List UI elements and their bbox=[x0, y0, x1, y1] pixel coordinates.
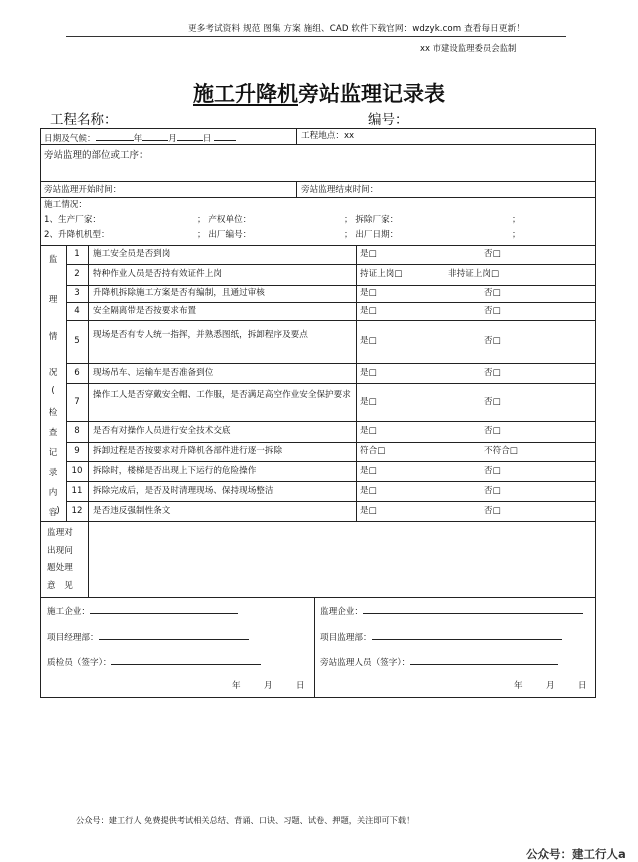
side-label-11: ) bbox=[56, 506, 60, 516]
check-number: 5 bbox=[74, 336, 80, 346]
divider bbox=[88, 521, 89, 597]
start-time-label: 旁站监理开始时间： bbox=[44, 185, 122, 195]
check-option-yes[interactable]: 是□ bbox=[360, 465, 377, 476]
check-option-yes[interactable]: 是□ bbox=[360, 485, 377, 496]
company-label: 监理企业： bbox=[320, 607, 363, 617]
divider bbox=[40, 521, 596, 522]
check-option-yes[interactable]: 是□ bbox=[360, 396, 377, 407]
sign-left-inspector bbox=[47, 655, 261, 669]
divider bbox=[40, 597, 596, 598]
check-number: 12 bbox=[71, 505, 83, 516]
blank bbox=[410, 655, 558, 665]
check-text: 是否违反强制性条文 bbox=[93, 505, 171, 516]
check-text: 拆卸过程是否按要求对升降机各部件进行逐一拆除 bbox=[93, 446, 283, 456]
blank bbox=[99, 630, 249, 640]
check-text: 拆除完成后，是否及时清理现场、保持现场整洁 bbox=[93, 485, 274, 496]
divider bbox=[40, 245, 596, 246]
check-option-no[interactable]: 不符合□ bbox=[484, 446, 518, 456]
sign-right-company bbox=[320, 604, 583, 618]
title-part1: 施工升降机 bbox=[193, 81, 298, 106]
check-option-no[interactable]: 否□ bbox=[484, 505, 501, 516]
divider bbox=[40, 197, 596, 198]
side-label-7: 记 bbox=[48, 448, 58, 458]
check-option-no[interactable]: 否□ bbox=[484, 465, 501, 476]
manager-label: 项目经理部： bbox=[47, 633, 99, 643]
sign-right-year: 年 bbox=[514, 681, 523, 691]
check-option-yes[interactable]: 是□ bbox=[360, 505, 377, 516]
date-label: 日期及气候： bbox=[44, 134, 96, 144]
check-text: 是否有对操作人员进行安全技术交底 bbox=[93, 426, 231, 436]
sign-left-company bbox=[47, 604, 238, 618]
check-number: 3 bbox=[74, 288, 80, 298]
check-text: 现场是否有专人统一指挥，并熟悉图纸，拆卸程序及要点 bbox=[93, 329, 308, 340]
check-text: 拆除时，楼梯是否出现上下运行的危险操作 bbox=[93, 465, 257, 476]
check-text: 现场吊车、运输车是否准备到位 bbox=[93, 367, 214, 378]
page-title bbox=[0, 78, 638, 108]
check-number: 7 bbox=[74, 396, 80, 407]
divider bbox=[40, 144, 596, 145]
sign-left-manager bbox=[47, 630, 249, 644]
opinion-line: 出现问 bbox=[47, 545, 73, 556]
blank bbox=[214, 131, 236, 141]
blank bbox=[90, 604, 238, 614]
year-label: 年 bbox=[133, 134, 143, 144]
construction-l1b: ； 产权单位： bbox=[197, 215, 252, 225]
check-number: 2 bbox=[74, 269, 80, 279]
header-rule bbox=[66, 36, 566, 37]
divider bbox=[66, 442, 596, 443]
opinion-line: 题处理 bbox=[47, 563, 73, 573]
blank bbox=[142, 131, 168, 141]
blank bbox=[363, 604, 583, 614]
check-number: 4 bbox=[74, 305, 80, 316]
date-row bbox=[44, 131, 236, 145]
divider bbox=[66, 481, 596, 482]
side-label-6: 查 bbox=[48, 428, 58, 438]
month-label: 月 bbox=[168, 134, 177, 144]
site-label: 工程地点：xx bbox=[301, 131, 355, 141]
check-option-no[interactable]: 非持证上岗□ bbox=[448, 269, 500, 279]
divider bbox=[66, 264, 596, 265]
divider bbox=[296, 181, 297, 197]
divider bbox=[314, 597, 315, 697]
check-option-yes[interactable]: 符合□ bbox=[360, 446, 386, 456]
check-option-yes[interactable]: 是□ bbox=[360, 305, 377, 316]
construction-l2d: ； bbox=[512, 230, 521, 240]
side-label-3: 况 bbox=[48, 368, 58, 378]
day-label: 日 bbox=[202, 134, 212, 144]
footer-text: 公众号：建工行人 免费提供考试相关总结、背诵、口诀、习题、试卷、押题，关注即可下载！ bbox=[76, 815, 415, 825]
title-part2: 旁站监理记录表 bbox=[298, 81, 445, 106]
part-label: 旁站监理的部位或工序： bbox=[44, 150, 149, 161]
opinion-line: 意 见 bbox=[47, 580, 73, 591]
divider bbox=[66, 383, 596, 384]
check-option-yes[interactable]: 是□ bbox=[360, 249, 377, 259]
check-option-no[interactable]: 否□ bbox=[484, 288, 501, 298]
divider bbox=[66, 285, 596, 286]
sign-right-dept bbox=[320, 630, 562, 644]
staff-label: 旁站监理人员（签字）： bbox=[320, 658, 411, 668]
side-label-9: 内 bbox=[48, 488, 58, 498]
blank bbox=[96, 131, 134, 141]
sign-left-year: 年 bbox=[232, 681, 241, 691]
construction-l1a: 1、生产厂家： bbox=[44, 215, 102, 225]
check-text: 施工安全员是否到岗 bbox=[93, 249, 171, 259]
divider bbox=[66, 501, 596, 502]
divider bbox=[66, 363, 596, 364]
blank bbox=[177, 131, 203, 141]
check-option-no[interactable]: 否□ bbox=[484, 485, 501, 496]
check-text: 特种作业人员是否持有效证件上岗 bbox=[93, 269, 222, 279]
divider bbox=[66, 302, 596, 303]
side-label-10: 容 bbox=[48, 508, 58, 518]
sign-left-month: 月 bbox=[264, 681, 273, 691]
end-time-label: 旁站监理结束时间： bbox=[301, 185, 379, 195]
construction-l2c: ； 出厂日期： bbox=[344, 230, 399, 240]
side-label-4: ( bbox=[51, 386, 55, 396]
side-label-0: 监 bbox=[48, 255, 58, 265]
blank bbox=[111, 655, 261, 665]
opinion-line: 监理对 bbox=[47, 528, 73, 538]
side-label-1: 理 bbox=[48, 295, 58, 305]
side-label-5: 检 bbox=[48, 408, 58, 418]
inspector-label: 质检员（签字）： bbox=[47, 658, 112, 668]
project-name-label: 工程名称： bbox=[50, 112, 118, 128]
construction-l1d: ； bbox=[512, 215, 521, 225]
side-label-8: 录 bbox=[48, 468, 58, 478]
check-option-no[interactable]: 否□ bbox=[484, 249, 501, 259]
check-option-no[interactable]: 否□ bbox=[484, 426, 501, 436]
supervisor-text: xx 市建设监理委员会监制 bbox=[420, 43, 517, 53]
check-number: 1 bbox=[74, 249, 80, 259]
check-option-no[interactable]: 否□ bbox=[484, 367, 501, 378]
company-label: 施工企业： bbox=[47, 607, 90, 617]
check-option-yes[interactable]: 持证上岗□ bbox=[360, 269, 403, 279]
check-option-no[interactable]: 否□ bbox=[484, 305, 501, 316]
watermark-text: 公众号：建工行人a bbox=[526, 847, 626, 861]
check-option-yes[interactable]: 是□ bbox=[360, 288, 377, 298]
sign-right-staff bbox=[320, 655, 558, 669]
check-text: 安全隔离带是否按要求布置 bbox=[93, 305, 197, 316]
opinion-label bbox=[47, 525, 73, 595]
check-number: 6 bbox=[74, 367, 80, 378]
construction-l2a: 2、升降机机型： bbox=[44, 230, 110, 240]
check-number: 10 bbox=[71, 465, 83, 476]
divider bbox=[66, 320, 596, 321]
check-text: 升降机拆除施工方案是否有编制，且通过审核 bbox=[93, 288, 265, 298]
divider bbox=[40, 181, 596, 182]
check-option-yes[interactable]: 是□ bbox=[360, 367, 377, 378]
header-top-text: 更多考试资料 规范 图集 方案 施组、CAD 软件下载官网：wdzyk.com 查看每日更新！ bbox=[188, 24, 525, 34]
blank bbox=[372, 630, 562, 640]
sign-right-day: 日 bbox=[578, 681, 587, 691]
check-number: 9 bbox=[74, 446, 80, 456]
divider bbox=[296, 128, 297, 144]
check-option-yes[interactable]: 是□ bbox=[360, 336, 377, 346]
check-option-no[interactable]: 否□ bbox=[484, 396, 501, 407]
dept-label: 项目监理部： bbox=[320, 633, 372, 643]
construction-l2b: ； 出厂编号： bbox=[197, 230, 252, 240]
number-label: 编号： bbox=[368, 112, 409, 128]
divider bbox=[66, 461, 596, 462]
check-option-no[interactable]: 否□ bbox=[484, 336, 501, 346]
divider bbox=[66, 421, 596, 422]
check-number: 11 bbox=[71, 485, 83, 496]
construction-title: 施工情况： bbox=[44, 200, 87, 210]
construction-l1c: ； 拆除厂家： bbox=[344, 215, 399, 225]
check-number: 8 bbox=[74, 426, 80, 436]
sign-right-month: 月 bbox=[546, 681, 555, 691]
sign-left-day: 日 bbox=[296, 681, 305, 691]
side-label-2: 情 bbox=[48, 332, 58, 342]
check-option-yes[interactable]: 是□ bbox=[360, 426, 377, 436]
check-text: 操作工人是否穿戴安全帽、工作服，是否满足高空作业安全保护要求 bbox=[93, 390, 351, 400]
